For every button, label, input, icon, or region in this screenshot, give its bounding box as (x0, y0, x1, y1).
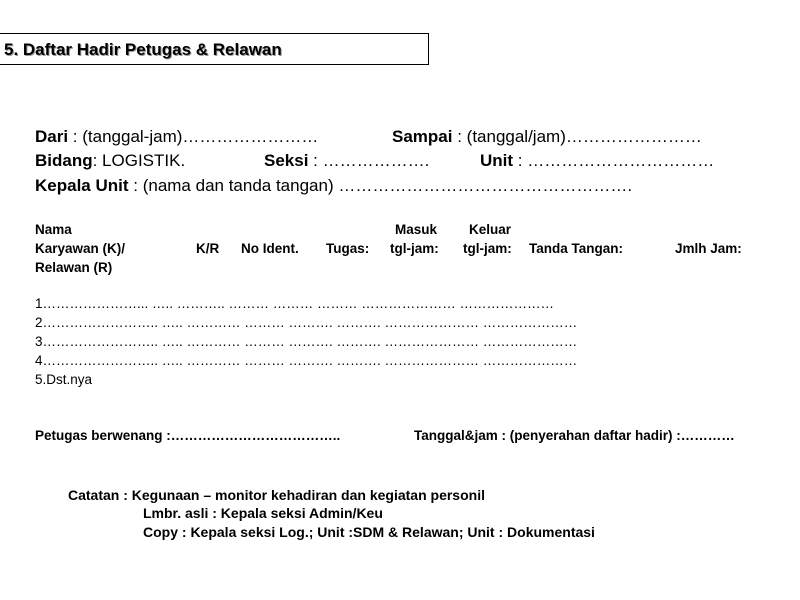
col-nama-1: Nama (35, 222, 72, 237)
catatan-line: Catatan : Kegunaan – monitor kehadiran dan kegiatan personil (68, 487, 485, 503)
table-row: 4…………………….. ….. ………… ……… ………. ………. ………………… ………………… (35, 353, 578, 368)
unit-label: Unit (480, 151, 514, 170)
col-keluar-1: Keluar (469, 222, 512, 237)
col-masuk-1: Masuk (395, 222, 438, 237)
dari-label: Dari (35, 127, 69, 146)
seksi-line (264, 151, 429, 171)
bidang-label: Bidang (35, 151, 93, 170)
dari-value: : (tanggal-jam)…………………… (68, 127, 319, 146)
col-jam: Jmlh Jam: (675, 241, 742, 256)
table-row: 2…………………….. ….. ………… ……… ………. ………. ………………… ………………… (35, 315, 578, 330)
unit-value: : …………………………… (513, 151, 715, 170)
petugas-line: Petugas berwenang :……………………………….. (35, 428, 341, 443)
copy-line: Copy : Kepala seksi Log.; Unit :SDM & Relawan; Unit : Dokumentasi (143, 524, 595, 540)
bidang-value: : LOGISTIK. (92, 151, 186, 170)
col-nama-2: Karyawan (K)/ (35, 241, 126, 256)
col-ttd: Tanda Tangan: (529, 241, 623, 256)
tanggal-line: Tanggal&jam : (penyerahan daftar hadir) :………… (414, 428, 735, 443)
page-title: 5. Daftar Hadir Petugas & Relawan (4, 40, 282, 59)
table-row: 5.Dst.nya (35, 372, 93, 387)
kepala-value: : (nama dan tanda tangan) ……………………………………………. (128, 176, 633, 195)
table-row: 3…………………….. ….. ………… ……… ………. ………. ………………… ………………… (35, 334, 578, 349)
sampai-line (392, 127, 702, 147)
col-kr: K/R (196, 241, 220, 256)
seksi-value: : ………………. (308, 151, 430, 170)
lmbr-line: Lmbr. asli : Kepala seksi Admin/Keu (143, 505, 383, 521)
col-tugas: Tugas: (326, 241, 370, 256)
dari-line (35, 127, 318, 147)
col-nama-3: Relawan (R) (35, 260, 113, 275)
sampai-value: : (tanggal/jam)…………………… (452, 127, 702, 146)
kepala-label: Kepala Unit (35, 176, 129, 195)
col-keluar-2: tgl-jam: (463, 241, 512, 256)
table-row: 1…………………... ….. ……….. ……… ……… ……… ………………… ………………… (35, 296, 555, 311)
bidang-line (35, 151, 185, 171)
seksi-label: Seksi (264, 151, 309, 170)
unit-line (480, 151, 714, 171)
col-masuk-2: tgl-jam: (390, 241, 439, 256)
sampai-label: Sampai (392, 127, 453, 146)
kepala-line (35, 176, 632, 196)
col-noident: No Ident. (241, 241, 299, 256)
